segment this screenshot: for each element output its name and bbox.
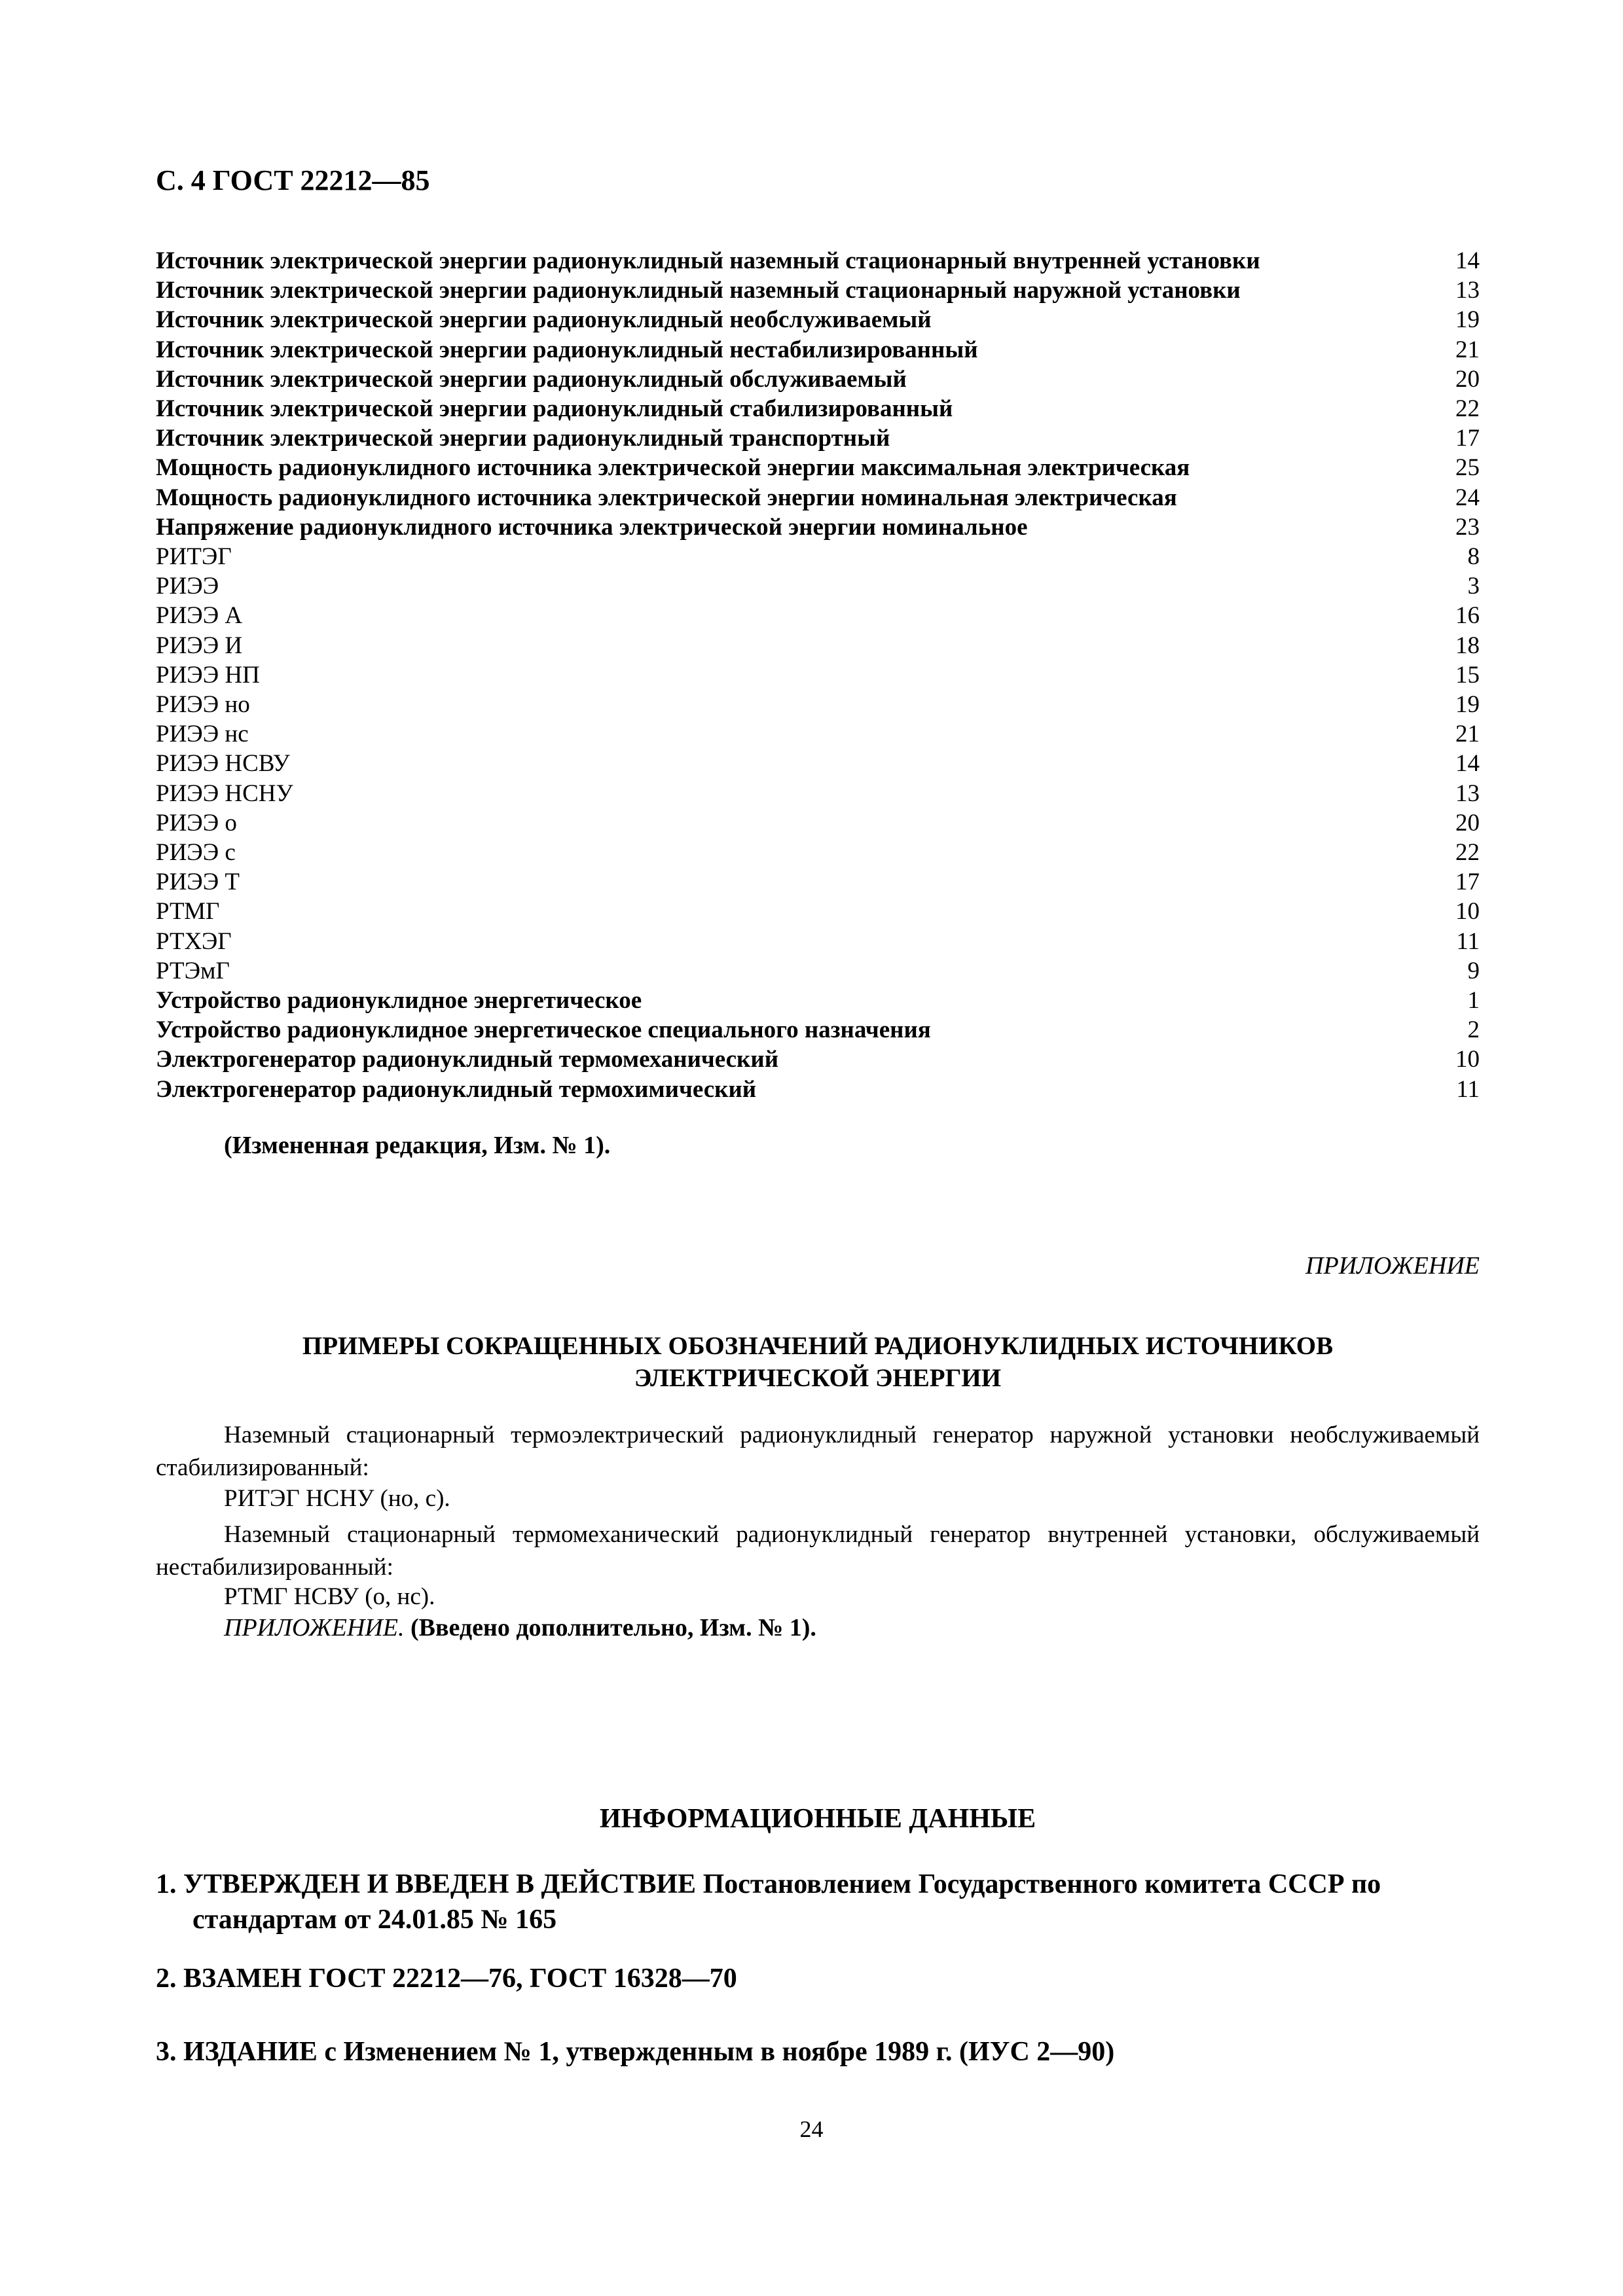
terms-index-body (156, 246, 1480, 1104)
index-row (156, 483, 1480, 512)
index-row (156, 660, 1480, 690)
index-row (156, 1075, 1480, 1104)
example-2-description-text: Наземный стационарный термомеханический радионуклидный генератор внутренней установки, обслуживаемый нестабилизированный: (156, 1521, 1480, 1581)
index-term: Источник электрической энергии радионуклидный транспортный (156, 425, 890, 452)
index-row (156, 601, 1480, 630)
index-term: Устройство радионуклидное энергетическое специального назначения (156, 1016, 931, 1044)
index-term-number: 17 (1455, 425, 1480, 452)
index-row (156, 956, 1480, 986)
index-row (156, 808, 1480, 838)
index-row (156, 542, 1480, 571)
index-term-number: 9 (1467, 957, 1480, 984)
index-term-number: 24 (1455, 484, 1480, 511)
example-1-code: РИТЭГ НСНУ (но, с). (224, 1485, 450, 1512)
index-row (156, 779, 1480, 808)
info-item-1-line-1: 1. УТВЕРЖДЕН И ВВЕДЕН В ДЕЙСТВИЕ Постановлением Государственного комитета СССР по (156, 1869, 1381, 1899)
index-term-number: 1 (1467, 987, 1480, 1014)
appendix-note (224, 1613, 816, 1642)
index-term: Мощность радионуклидного источника электрической энергии максимальная электрическая (156, 454, 1190, 482)
index-term-number: 20 (1455, 809, 1480, 836)
running-head: С. 4 ГОСТ 22212—85 (156, 164, 430, 196)
index-row (156, 749, 1480, 778)
index-row (156, 1045, 1480, 1074)
index-term: РИЭЭ А (156, 602, 243, 630)
index-term: Источник электрической энергии радионуклидный нестабилизированный (156, 336, 978, 363)
index-term: Напряжение радионуклидного источника электрической энергии номинальное (156, 513, 1028, 541)
index-term-number: 25 (1455, 454, 1480, 482)
index-row (156, 867, 1480, 897)
index-term: Мощность радионуклидного источника электрической энергии номинальная электрическая (156, 484, 1177, 511)
index-row (156, 690, 1480, 719)
amendment-note: (Измененная редакция, Изм. № 1). (224, 1132, 611, 1159)
example-2-description (156, 1518, 1480, 1584)
index-row (156, 927, 1480, 956)
index-row (156, 246, 1480, 276)
index-row (156, 512, 1480, 542)
index-term-number: 13 (1455, 277, 1480, 304)
index-term-number: 22 (1455, 839, 1480, 867)
index-row (156, 631, 1480, 660)
index-term-number: 21 (1455, 336, 1480, 363)
index-row (156, 838, 1480, 867)
index-term-number: 22 (1455, 395, 1480, 423)
index-row (156, 394, 1480, 423)
index-term: РИЭЭ но (156, 691, 250, 719)
index-term: Электрогенератор радионуклидный термомеханический (156, 1046, 779, 1073)
index-row (156, 276, 1480, 305)
index-term: Электрогенератор радионуклидный термохимический (156, 1075, 757, 1103)
info-item-2: 2. ВЗАМЕН ГОСТ 22212—76, ГОСТ 16328—70 (156, 1964, 737, 1994)
index-term: РИЭЭ НСНУ (156, 780, 293, 807)
index-term: РИЭЭ с (156, 839, 236, 867)
index-term: РТХЭГ (156, 927, 232, 955)
index-term: РИЭЭ НП (156, 661, 260, 689)
index-row (156, 365, 1480, 394)
index-term: Источник электрической энергии радионуклидный наземный стационарный внутренней установки (156, 247, 1260, 274)
appendix-label: ПРИЛОЖЕНИЕ (1305, 1252, 1480, 1280)
index-term: Устройство радионуклидное энергетическое (156, 987, 642, 1014)
index-term: РИТЭГ (156, 543, 232, 571)
appendix-title-line-1: ПРИМЕРЫ СОКРАЩЕННЫХ ОБОЗНАЧЕНИЙ РАДИОНУКЛИДНЫХ ИСТОЧНИКОВ (302, 1332, 1334, 1360)
index-term-number: 14 (1455, 247, 1480, 274)
info-title: ИНФОРМАЦИОННЫЕ ДАННЫЕ (599, 1804, 1036, 1834)
appendix-title-line-2: ЭЛЕКТРИЧЕСКОЙ ЭНЕРГИИ (634, 1364, 1002, 1392)
index-row (156, 423, 1480, 453)
index-term-number: 20 (1455, 365, 1480, 393)
index-term: РИЭЭ НСВУ (156, 750, 290, 778)
index-term-number: 19 (1455, 306, 1480, 334)
index-row (156, 719, 1480, 749)
terms-index-table (156, 246, 1480, 1104)
index-term-number: 23 (1455, 513, 1480, 541)
index-term-number: 11 (1456, 1075, 1480, 1103)
index-term: РТЭмГ (156, 957, 230, 984)
index-term-number: 18 (1455, 632, 1480, 659)
index-row (156, 453, 1480, 482)
index-term: Источник электрической энергии радионуклидный наземный стационарный наружной установки (156, 277, 1241, 304)
index-term-number: 2 (1467, 1016, 1480, 1044)
index-term-number: 15 (1455, 661, 1480, 689)
index-term-number: 19 (1455, 691, 1480, 719)
index-row (156, 897, 1480, 926)
example-1-description-text: Наземный стационарный термоэлектрический радионуклидный генератор наружной установки необслуживаемый стабилизированный: (156, 1422, 1480, 1481)
index-term: РИЭЭ И (156, 632, 243, 659)
index-term-number: 21 (1455, 721, 1480, 748)
index-row (156, 986, 1480, 1015)
index-term: РИЭЭ (156, 573, 219, 600)
info-item-1 (156, 1867, 1480, 1937)
index-row (156, 335, 1480, 365)
index-term-number: 10 (1455, 1046, 1480, 1073)
index-term-number: 3 (1467, 573, 1480, 600)
index-row (156, 305, 1480, 334)
example-1-description (156, 1419, 1480, 1484)
index-term-number: 11 (1456, 927, 1480, 955)
info-item-1-line-2: стандартам от 24.01.85 № 165 (192, 1905, 557, 1935)
page-number: 24 (799, 2116, 824, 2142)
index-term: Источник электрической энергии радионуклидный стабилизированный (156, 395, 953, 423)
index-term-number: 16 (1455, 602, 1480, 630)
index-term: РИЭЭ Т (156, 869, 240, 896)
appendix-note-text: (Введено дополнительно, Изм. № 1). (410, 1614, 816, 1641)
index-term: РИЭЭ о (156, 809, 237, 836)
index-term-number: 13 (1455, 780, 1480, 807)
index-row (156, 1015, 1480, 1045)
index-term-number: 8 (1467, 543, 1480, 571)
index-term-number: 17 (1455, 869, 1480, 896)
index-term: РТМГ (156, 898, 220, 925)
index-row (156, 571, 1480, 601)
index-term-number: 14 (1455, 750, 1480, 778)
index-term: РИЭЭ нс (156, 721, 249, 748)
info-item-3: 3. ИЗДАНИЕ с Изменением № 1, утвержденным в ноябре 1989 г. (ИУС 2—90) (156, 2037, 1115, 2067)
example-2-code: РТМГ НСВУ (о, нс). (224, 1583, 435, 1610)
appendix-note-label: ПРИЛОЖЕНИЕ. (224, 1614, 405, 1641)
index-term-number: 10 (1455, 898, 1480, 925)
index-term: Источник электрической энергии радионуклидный обслуживаемый (156, 365, 907, 393)
index-term: Источник электрической энергии радионуклидный необслуживаемый (156, 306, 932, 334)
